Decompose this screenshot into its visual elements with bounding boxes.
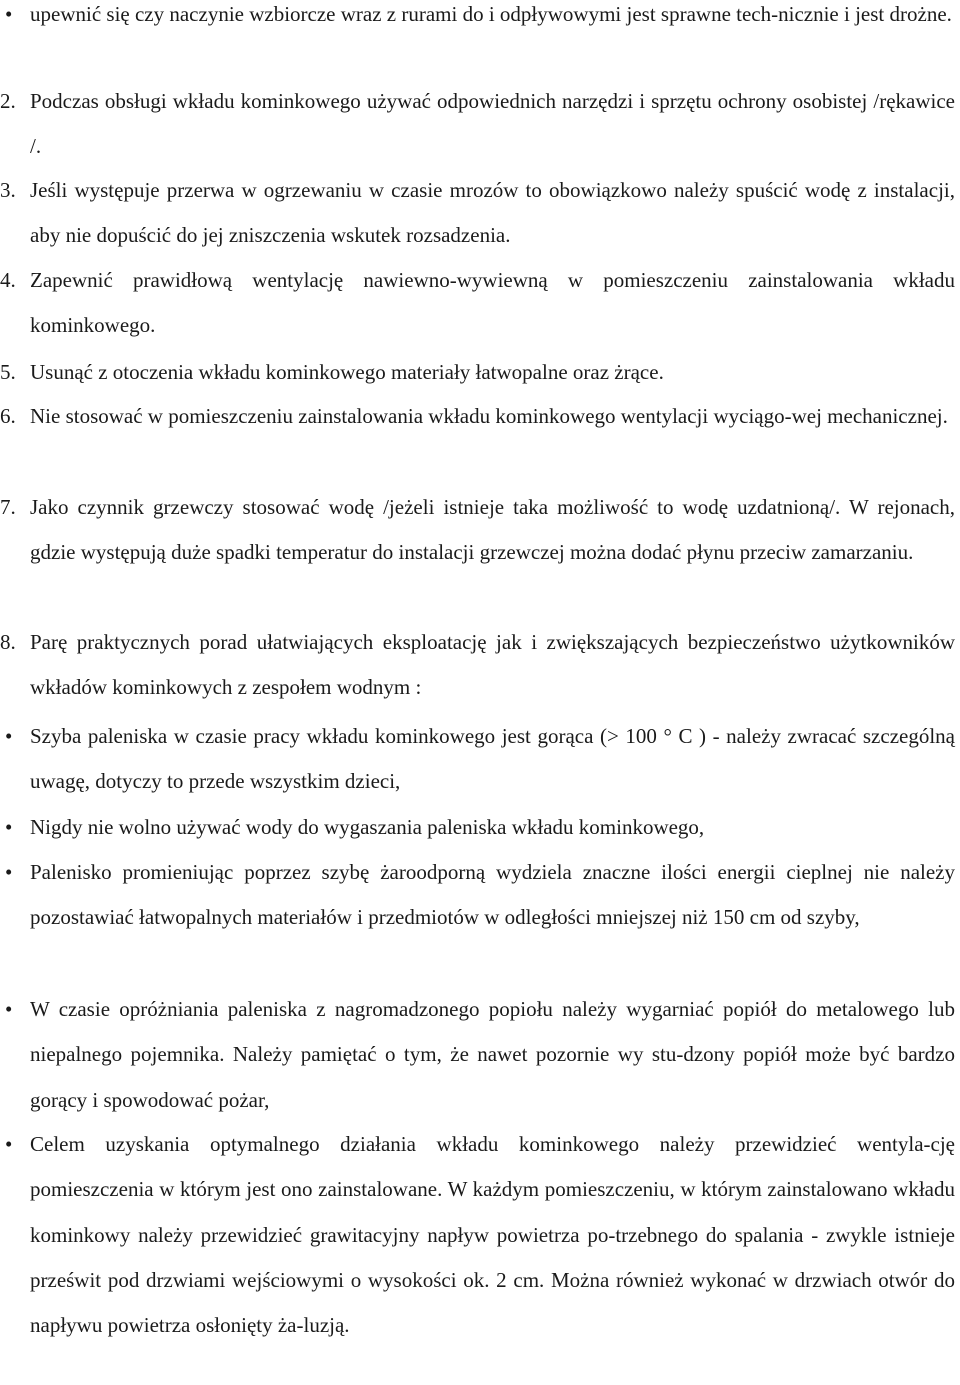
bullet-marker: •	[5, 860, 13, 884]
list-item-text: Zapewnić prawidłową wentylację nawiewno-wywiewną w pomieszczeniu zainstalowania wkładu kominkowego.	[30, 268, 955, 338]
bullet-marker: •	[5, 724, 13, 748]
item-number: 7.	[0, 495, 16, 519]
list-item	[5, 1122, 955, 1348]
bullet-marker: •	[5, 1132, 13, 1156]
list-item	[5, 987, 955, 1123]
list-item	[5, 805, 955, 850]
list-item	[0, 79, 955, 170]
list-item	[5, 0, 955, 34]
list-item-text: upewnić się czy naczynie wzbiorcze wraz z rurami do i odpływowymi jest sprawne tech-nicznie i jest drożne.	[30, 2, 952, 26]
item-number: 5.	[0, 360, 16, 384]
list-item-text: Usunąć z otoczenia wkładu kominkowego materiały łatwopalne oraz żrące.	[30, 360, 664, 384]
bullet-marker: •	[5, 2, 13, 26]
list-item-text: W czasie opróżniania paleniska z nagromadzonego popiołu należy wygarniać popiół do metalowego lub niepalnego pojemnika. Należy pamiętać o tym, że nawet pozornie wy stu-dzony popiół może być bardzo gorący i spowodować pożar,	[30, 997, 955, 1112]
item-number: 2.	[0, 89, 16, 113]
list-item	[5, 714, 955, 805]
list-item-text: Palenisko promieniując poprzez szybę żaroodporną wydziela znaczne ilości energii cieplnej nie należy pozostawiać łatwopalnych materiałów i przedmiotów w odległości mniejszej niż 150 cm od szyby,	[30, 860, 955, 930]
list-item-text: Szyba paleniska w czasie pracy wkładu kominkowego jest gorąca (> 100 ° C ) - należy zwracać szczególną uwagę, dotyczy to przede wszystkim dzieci,	[30, 724, 955, 794]
list-item-text: Nigdy nie wolno używać wody do wygaszania paleniska wkładu kominkowego,	[30, 815, 705, 839]
list-item-text: Jeśli występuje przerwa w ogrzewaniu w czasie mrozów to obowiązkowo należy spuścić wodę z instalacji, aby nie dopuścić do jej zniszczenia wskutek rozsadzenia.	[30, 178, 955, 248]
list-item	[0, 485, 955, 576]
list-item-text: Jako czynnik grzewczy stosować wodę /jeżeli istnieje taka możliwość to wodę uzdatnioną/. W rejonach, gdzie występują duże spadki temperatur do instalacji grzewczej można dodać płynu przeciw zamarzaniu.	[30, 495, 955, 565]
bullet-marker: •	[5, 997, 13, 1021]
list-item	[0, 394, 955, 439]
list-item-text: Parę praktycznych porad ułatwiających eksploatację jak i zwiększających bezpieczeństwo użytkowników wkładów kominkowych z zespołem wodnym :	[30, 630, 955, 700]
list-item	[0, 168, 955, 259]
list-item	[0, 350, 955, 395]
bullet-marker: •	[5, 815, 13, 839]
item-number: 6.	[0, 404, 16, 428]
item-number: 3.	[0, 178, 16, 202]
item-number: 8.	[0, 630, 16, 654]
list-item-text: Nie stosować w pomieszczeniu zainstalowania wkładu kominkowego wentylacji wyciągo-wej mechanicznej.	[30, 404, 948, 428]
list-item-text: Celem uzyskania optymalnego działania wkładu kominkowego należy przewidzieć wentyla-cję pomieszczenia w którym jest ono zainstalowane. W każdym pomieszczeniu, w którym zainstalowano wkładu kominkowy należy przewidzieć grawitacyjny napływ powietrza po-trzebnego do spalania - zwykle istnieje prześwit pod drzwiami wejściowymi o wysokości ok. 2 cm. Można również wykonać w drzwiach otwór do napływu powietrza osłonięty ża-luzją.	[30, 1132, 955, 1338]
list-item	[5, 850, 955, 941]
list-item	[0, 620, 955, 711]
item-number: 4.	[0, 268, 16, 292]
list-item-text: Podczas obsługi wkładu kominkowego używać odpowiednich narzędzi i sprzętu ochrony osobistej /rękawice /.	[30, 89, 955, 159]
list-item	[0, 258, 955, 349]
